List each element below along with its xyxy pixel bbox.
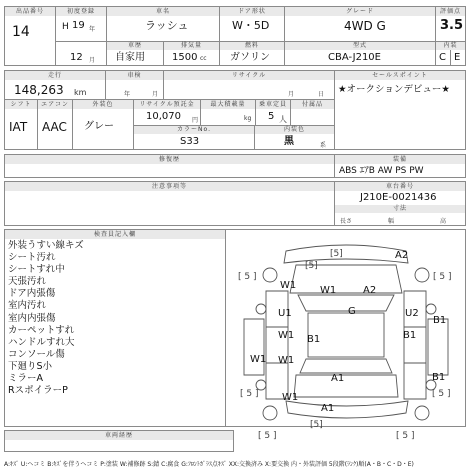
first-reg-year: 19	[72, 20, 85, 31]
shift-value: IAT	[9, 120, 28, 134]
header-color: 外装色	[73, 100, 133, 109]
rank-bracket-3: [5]	[305, 261, 318, 271]
header-accident: 修復歴	[5, 155, 334, 164]
exterior-score: E	[454, 52, 461, 63]
first-reg-era: H	[62, 22, 69, 32]
rank-bracket-8: [ 5 ]	[258, 431, 277, 441]
rank-bracket-5: [ 5 ]	[240, 389, 259, 399]
note-line: ドア内張傷	[8, 288, 56, 300]
recycle-day-unit: 日	[318, 91, 325, 98]
note-line: シートすれ中	[8, 264, 65, 276]
fuel-value: ガソリン	[230, 52, 270, 63]
damage-a2-center: A2	[363, 285, 377, 296]
color-value: グレー	[84, 121, 114, 132]
header-notes: 注意事項等	[5, 182, 334, 191]
header-sales-point: セールスポイント	[335, 71, 465, 80]
eval-score: 3.5	[440, 18, 464, 33]
header-equipment: 装備	[335, 155, 465, 164]
header-lot-no: 出品番号	[5, 7, 55, 16]
damage-w1-side: W1	[250, 354, 267, 365]
ac-value: AAC	[42, 120, 67, 134]
displacement-unit: cc	[200, 55, 207, 62]
header-recycle-fee: リサイクル預託金	[134, 100, 200, 109]
use-value: 自家用	[115, 52, 145, 63]
damage-w1-rear: W1	[282, 392, 299, 403]
rank-bracket-4: [5]	[330, 249, 343, 259]
damage-b1-right-a: B1	[433, 315, 447, 326]
recycle-fee-value: 10,070	[146, 111, 181, 122]
note-line: RスポイラーP	[8, 385, 68, 397]
header-inspection-notes: 検査員記入欄	[5, 230, 225, 239]
sales-point-value: ★オークションデビュー★	[338, 84, 450, 95]
header-recycle-ticket: リサイクル	[164, 71, 334, 80]
damage-a1-bottom: A1	[321, 403, 335, 414]
damage-w1-center: W1	[320, 285, 337, 296]
inspection-year-unit: 年	[124, 91, 131, 98]
max-load-unit: kg	[244, 115, 252, 122]
rank-bracket-1: [ 5 ]	[238, 272, 257, 282]
first-reg-month-unit: 月	[89, 57, 96, 64]
header-model: 型式	[285, 42, 435, 50]
note-line: シート汚れ	[8, 252, 56, 264]
damage-b1-mid: B1	[307, 334, 321, 345]
dim-width: 幅	[388, 218, 395, 225]
note-line: 室内汚れ	[8, 300, 47, 312]
header-first-reg: 初度登録	[56, 7, 106, 16]
header-car-name: 車名	[107, 7, 219, 16]
displacement-value: 1500	[172, 52, 198, 63]
interior-color-value: 黒	[284, 136, 294, 147]
car-diagram	[226, 231, 465, 426]
header-inspection: 車検	[106, 71, 163, 80]
inspection-notes-list	[8, 240, 84, 397]
rank-bracket-7: [5]	[310, 420, 323, 430]
header-int-ext: 内装	[436, 42, 465, 50]
inspection-month-unit: 月	[152, 91, 159, 98]
header-history: 車両経歴	[5, 431, 233, 440]
lot-no-value: 14	[12, 24, 30, 40]
dim-length: 長さ	[340, 218, 353, 225]
legend-text: A:ｷｽﾞ U:ヘコミ B:ｷｽﾞを伴うヘコミ P:塗装 W:補修跡 S:錆 C:腐食 G:ﾌﾛﾝﾄｶﾞﾗｽ点ｷｽﾞ XX:交換済み X:要交換 内・外装評価 5段階(ﾗﾝｸ)順(A・B・C・D・E)	[4, 461, 414, 468]
recycle-month-unit: 月	[288, 91, 295, 98]
rank-bracket-9: [ 5 ]	[396, 431, 415, 441]
header-dims: 寸法	[335, 205, 465, 213]
note-line: 下廻りS小	[8, 360, 53, 372]
mileage-value: 148,263	[14, 83, 64, 97]
note-line: 室内内張傷	[8, 312, 56, 324]
damage-a2-top: A2	[395, 250, 409, 261]
header-color-no: カラーNo.	[134, 126, 254, 134]
rank-bracket-2: [ 5 ]	[433, 272, 452, 282]
rank-bracket-6: [ 5 ]	[432, 389, 451, 399]
car-name-value: ラッシュ	[145, 19, 189, 32]
capacity-unit: 人	[279, 115, 287, 124]
header-displacement: 排気量	[164, 42, 219, 50]
capacity-value: 5	[268, 111, 275, 122]
header-shift: シフト	[5, 100, 37, 109]
damage-b1-lower-right: B1	[432, 372, 446, 383]
header-grade: グレード	[285, 7, 435, 16]
note-line: カーペットすれ	[8, 324, 75, 336]
header-max-load: 最大積載量	[201, 100, 255, 109]
note-line: 天張汚れ	[8, 276, 47, 288]
damage-w1-mid: W1	[278, 330, 295, 341]
dim-height: 高	[440, 218, 447, 225]
color-no-value: S33	[180, 136, 200, 147]
header-frame-no: 車台番号	[335, 182, 465, 191]
header-fuel: 燃料	[220, 42, 284, 50]
interior-color-unit: 系	[320, 142, 327, 149]
damage-u1: U1	[278, 308, 292, 319]
header-door: ドア形状	[220, 7, 284, 16]
interior-score: C	[439, 52, 446, 63]
damage-b1-right-b: B1	[403, 330, 417, 341]
note-line: ミラーA	[8, 373, 43, 385]
door-value: W・5D	[232, 19, 270, 32]
first-reg-month: 12	[70, 52, 83, 63]
header-eval: 評価点	[436, 7, 465, 16]
row2-frame	[4, 70, 466, 150]
header-capacity: 乗車定員	[256, 100, 290, 109]
header-ac: エアコン	[38, 100, 72, 109]
frame-no-value: J210E-0021436	[360, 192, 437, 203]
note-line: コンソール傷	[8, 348, 65, 360]
header-use: 車歴	[107, 42, 163, 50]
first-reg-year-unit: 年	[89, 26, 96, 33]
grade-value: 4WD G	[344, 19, 386, 33]
header-interior-color: 内装色	[255, 126, 334, 134]
note-line: ハンドルすれ大	[8, 336, 75, 348]
header-accessories: 付属品	[291, 100, 334, 109]
recycle-fee-unit: 円	[192, 117, 199, 124]
mileage-unit: km	[74, 88, 87, 97]
note-line: 外装うすい線キズ	[8, 240, 84, 251]
damage-u2: U2	[405, 308, 419, 319]
damage-w1-lower: W1	[278, 355, 295, 366]
header-mileage: 走行	[5, 71, 105, 80]
model-value: CBA-J210E	[328, 52, 381, 63]
damage-g: G	[348, 306, 356, 317]
equipment-value: ABS ｴｱB AW PS PW	[339, 166, 424, 176]
damage-a1-lower: A1	[331, 373, 345, 384]
damage-w1-left: W1	[280, 280, 297, 291]
